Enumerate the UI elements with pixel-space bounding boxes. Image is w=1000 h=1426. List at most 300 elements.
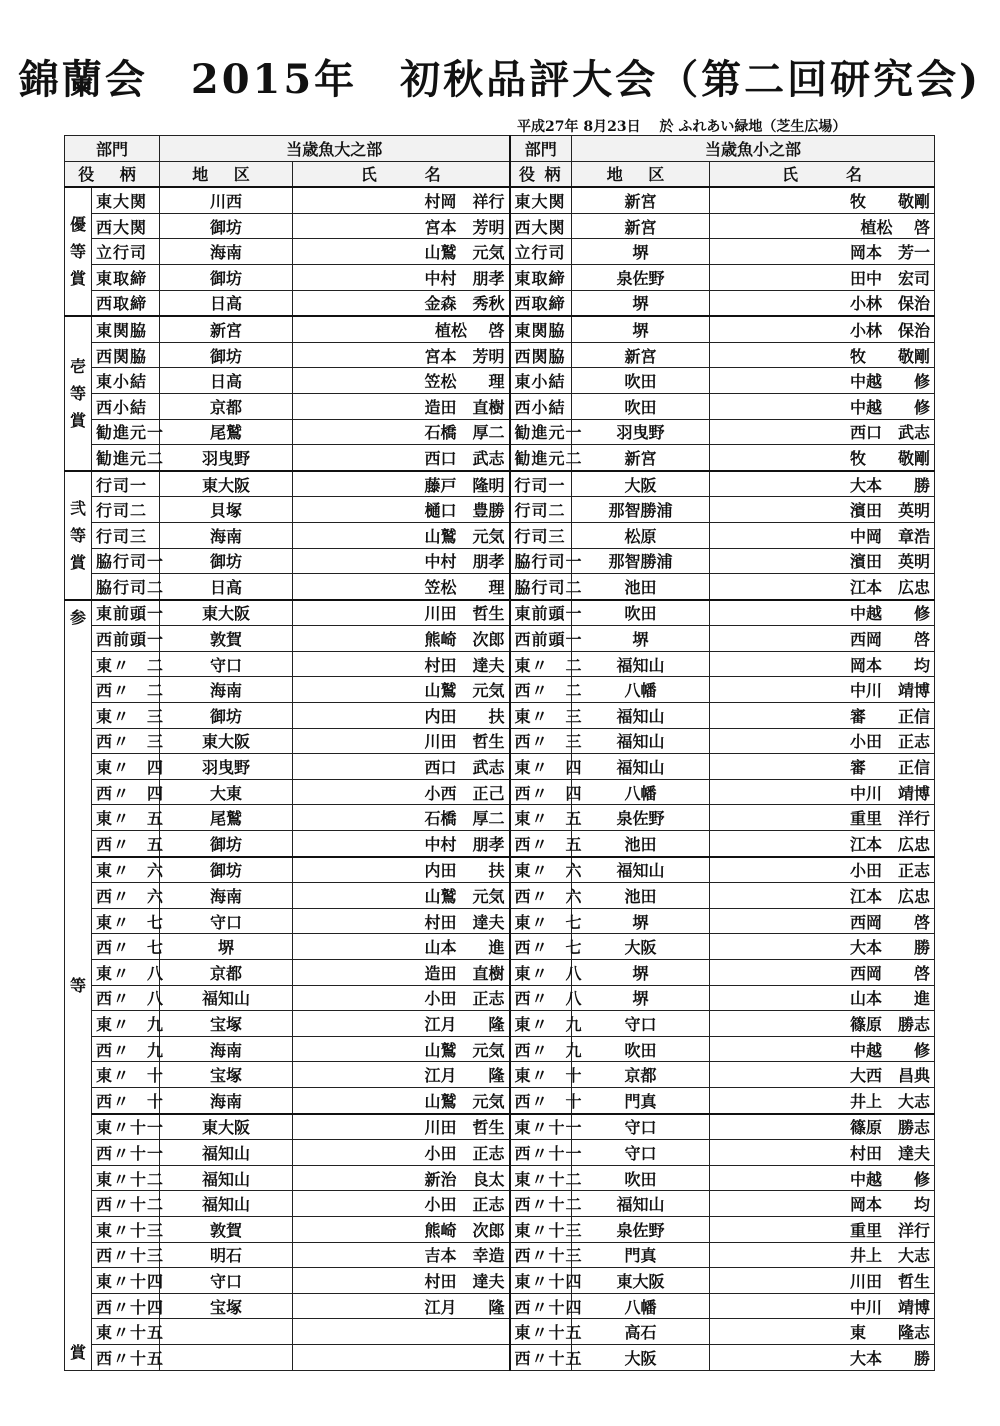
name-cell: 山鷲 元気: [293, 883, 510, 909]
name-cell: 熊崎 次郎: [293, 1216, 510, 1242]
table-row: [65, 213, 935, 239]
name-cell: 小田 正志: [293, 985, 510, 1011]
name-cell-right: 審 正信: [710, 703, 935, 729]
name-cell: 村田 達夫: [293, 651, 510, 677]
district-cell: 守口: [160, 1268, 293, 1294]
name-cell-right: 大西 昌典: [710, 1062, 935, 1088]
district-cell: 東大阪: [160, 1114, 293, 1140]
district-cell-right: 泉佐野: [572, 1216, 710, 1242]
role-cell-right: 東関脇: [510, 316, 572, 342]
role-cell: 東〃十一: [92, 1114, 160, 1140]
role-cell-right: 西〃十五: [510, 1344, 572, 1370]
name-cell-right: 江本 広忠: [710, 574, 935, 600]
district-cell: 宝塚: [160, 1062, 293, 1088]
dept-header-right: 部門: [510, 136, 572, 162]
district-header-right: 地 区: [572, 161, 710, 187]
name-cell: 石橋 厚二: [293, 805, 510, 831]
name-cell-right: 村田 達夫: [710, 1140, 935, 1166]
role-cell: 西関脇: [92, 342, 160, 368]
district-cell: 堺: [160, 934, 293, 960]
name-cell-right: 小田 正志: [710, 728, 935, 754]
role-cell: 脇行司一: [92, 548, 160, 574]
name-cell-right: 江本 広忠: [710, 831, 935, 857]
district-cell: 日高: [160, 368, 293, 394]
role-cell-right: 西取締: [510, 290, 572, 316]
district-cell: 羽曳野: [160, 445, 293, 471]
name-cell: 内田 扶: [293, 703, 510, 729]
district-cell-right: 守口: [572, 1140, 710, 1166]
table-row: [65, 264, 935, 290]
district-cell-right: 吹田: [572, 1036, 710, 1062]
role-cell: 西小結: [92, 393, 160, 419]
role-cell: 脇行司二: [92, 574, 160, 600]
district-cell: 東大阪: [160, 471, 293, 497]
right-section-header: 当歳魚小之部: [572, 136, 935, 162]
role-cell: 東〃 二: [92, 651, 160, 677]
district-cell: 東大阪: [160, 728, 293, 754]
name-cell: 宮本 芳明: [293, 342, 510, 368]
district-cell-right: 大阪: [572, 471, 710, 497]
name-cell-right: 西岡 啓: [710, 960, 935, 986]
district-cell-right: 堺: [572, 985, 710, 1011]
table-row: [65, 600, 935, 626]
name-cell-right: 大本 勝: [710, 1344, 935, 1370]
role-cell: 東〃 八: [92, 960, 160, 986]
role-cell-right: 脇行司一: [510, 548, 572, 574]
left-section-header: 当歳魚大之部: [160, 136, 510, 162]
district-cell-right: 福知山: [572, 651, 710, 677]
table-row: [65, 1062, 935, 1088]
table-row: [65, 1011, 935, 1037]
table-row: [65, 393, 935, 419]
name-cell-right: 中越 修: [710, 393, 935, 419]
district-cell: 京都: [160, 960, 293, 986]
role-cell-right: 西〃 三: [510, 728, 572, 754]
table-row: [65, 1344, 935, 1370]
role-cell: 西〃十二: [92, 1191, 160, 1217]
role-cell: 東〃十五: [92, 1319, 160, 1345]
role-cell: 東〃十四: [92, 1268, 160, 1294]
name-cell-right: 大本 勝: [710, 471, 935, 497]
table-row: [65, 883, 935, 909]
role-cell-right: 東〃十四: [510, 1268, 572, 1294]
district-header: 地 区: [160, 161, 293, 187]
division-label: 弐 等 賞: [65, 471, 92, 600]
table-row: [65, 419, 935, 445]
role-cell: 西〃 七: [92, 934, 160, 960]
name-cell-right: 江本 広忠: [710, 883, 935, 909]
name-cell-right: 小林 保治: [710, 290, 935, 316]
name-cell-right: 植松 啓: [710, 213, 935, 239]
role-cell: 行司三: [92, 522, 160, 548]
name-header: 氏 名: [293, 161, 510, 187]
role-cell: 行司二: [92, 497, 160, 523]
district-cell: [160, 1319, 293, 1345]
role-cell: 西〃 八: [92, 985, 160, 1011]
role-cell-right: 東〃 七: [510, 908, 572, 934]
page-title: 錦蘭会 2015年 初秋品評大会（第二回研究会): [18, 56, 982, 103]
role-cell: 西〃十三: [92, 1242, 160, 1268]
district-cell-right: 池田: [572, 883, 710, 909]
name-cell-right: 重里 洋行: [710, 805, 935, 831]
table-row: [65, 1319, 935, 1345]
district-cell: [160, 1344, 293, 1370]
table-row: [65, 445, 935, 471]
table-row: [65, 187, 935, 213]
name-cell-right: 山本 進: [710, 985, 935, 1011]
role-cell-right: 立行司: [510, 239, 572, 265]
role-cell-right: 東〃十五: [510, 1319, 572, 1345]
table-row: [65, 1036, 935, 1062]
name-cell: 山鷲 元気: [293, 1087, 510, 1113]
name-cell: 笠松 理: [293, 574, 510, 600]
role-cell-right: 脇行司二: [510, 574, 572, 600]
name-cell-right: 川田 哲生: [710, 1268, 935, 1294]
role-cell-right: 東〃 四: [510, 754, 572, 780]
name-cell-right: 審 正信: [710, 754, 935, 780]
role-cell-right: 東〃 十: [510, 1062, 572, 1088]
role-cell-right: 東〃 六: [510, 857, 572, 883]
name-cell: [293, 1319, 510, 1345]
name-cell-right: 重里 洋行: [710, 1216, 935, 1242]
name-cell: 小田 正志: [293, 1191, 510, 1217]
district-cell: 福知山: [160, 1191, 293, 1217]
name-cell: 山本 進: [293, 934, 510, 960]
district-cell-right: 吹田: [572, 368, 710, 394]
role-cell: 西〃十五: [92, 1344, 160, 1370]
role-cell: 勧進元一: [92, 419, 160, 445]
role-cell-right: 東〃 九: [510, 1011, 572, 1037]
table-row: [65, 677, 935, 703]
table-row: [65, 703, 935, 729]
name-cell-right: 西岡 啓: [710, 626, 935, 652]
table-row: [65, 754, 935, 780]
district-cell: 御坊: [160, 342, 293, 368]
name-cell: 吉本 幸造: [293, 1242, 510, 1268]
name-cell: 村田 達夫: [293, 1268, 510, 1294]
name-cell-right: 中越 修: [710, 1036, 935, 1062]
name-cell-right: 牧 敬剛: [710, 445, 935, 471]
role-cell: 西取締: [92, 290, 160, 316]
name-cell: 新治 良太: [293, 1165, 510, 1191]
name-cell: 中村 朋孝: [293, 264, 510, 290]
table-row: [65, 908, 935, 934]
district-cell: 羽曳野: [160, 754, 293, 780]
name-cell-right: 東 隆志: [710, 1319, 935, 1345]
district-cell: 海南: [160, 522, 293, 548]
district-cell: 御坊: [160, 857, 293, 883]
name-cell-right: 大本 勝: [710, 934, 935, 960]
role-cell: 西〃 六: [92, 883, 160, 909]
district-cell: 新宮: [160, 316, 293, 342]
district-cell: 東大阪: [160, 600, 293, 626]
name-cell-right: 岡本 芳一: [710, 239, 935, 265]
district-cell: 守口: [160, 908, 293, 934]
role-cell: 西〃十四: [92, 1293, 160, 1319]
role-cell: 東〃 六: [92, 857, 160, 883]
district-cell: 海南: [160, 1036, 293, 1062]
role-cell-right: 東大関: [510, 187, 572, 213]
name-cell-right: 井上 大志: [710, 1087, 935, 1113]
role-cell: 東小結: [92, 368, 160, 394]
district-cell: 日高: [160, 290, 293, 316]
role-cell-right: 西関脇: [510, 342, 572, 368]
name-cell-right: 中川 靖博: [710, 677, 935, 703]
table-row: [65, 548, 935, 574]
district-cell-right: 堺: [572, 626, 710, 652]
name-cell-right: 岡本 均: [710, 1191, 935, 1217]
district-cell: 海南: [160, 1087, 293, 1113]
table-row: [65, 1293, 935, 1319]
role-cell-right: 東小結: [510, 368, 572, 394]
table-row: [65, 1087, 935, 1113]
role-cell: 東〃 五: [92, 805, 160, 831]
role-cell: 西〃十一: [92, 1140, 160, 1166]
name-cell: 藤戸 隆明: [293, 471, 510, 497]
district-cell: 日高: [160, 574, 293, 600]
role-cell: 東〃 九: [92, 1011, 160, 1037]
table-row: [65, 1114, 935, 1140]
name-cell: 造田 直樹: [293, 960, 510, 986]
role-cell-right: 行司三: [510, 522, 572, 548]
district-cell: 海南: [160, 239, 293, 265]
table-row: [65, 805, 935, 831]
district-cell-right: 門真: [572, 1242, 710, 1268]
role-cell: 西〃 五: [92, 831, 160, 857]
role-cell: 西大関: [92, 213, 160, 239]
district-cell: 御坊: [160, 703, 293, 729]
district-cell: 御坊: [160, 548, 293, 574]
table-row: [65, 239, 935, 265]
name-cell: 内田 扶: [293, 857, 510, 883]
event-date-venue: 平成27年 8月23日 於 ふれあい緑地（芝生広場）: [517, 119, 847, 135]
name-cell-right: 中川 靖博: [710, 1293, 935, 1319]
name-cell-right: 濱田 英明: [710, 548, 935, 574]
district-cell-right: 那智勝浦: [572, 497, 710, 523]
district-cell-right: 京都: [572, 1062, 710, 1088]
table-row: [65, 626, 935, 652]
name-cell: 西口 武志: [293, 754, 510, 780]
role-cell: 勧進元二: [92, 445, 160, 471]
name-cell-right: 牧 敬剛: [710, 187, 935, 213]
role-cell: 西〃 二: [92, 677, 160, 703]
name-cell-right: 西口 武志: [710, 419, 935, 445]
division-label: 参 等 賞: [65, 600, 92, 1370]
district-cell: 福知山: [160, 1140, 293, 1166]
role-cell-right: 東取締: [510, 264, 572, 290]
name-cell: 山鷲 元気: [293, 1036, 510, 1062]
role-cell: 立行司: [92, 239, 160, 265]
district-cell-right: 堺: [572, 908, 710, 934]
district-cell: 守口: [160, 651, 293, 677]
role-cell-right: 西〃十一: [510, 1140, 572, 1166]
role-cell-right: 西〃 八: [510, 985, 572, 1011]
role-cell-right: 西〃 十: [510, 1087, 572, 1113]
table-row: [65, 1268, 935, 1294]
district-cell-right: 東大阪: [572, 1268, 710, 1294]
role-cell: 行司一: [92, 471, 160, 497]
district-cell: 敦賀: [160, 1216, 293, 1242]
table-row: [65, 985, 935, 1011]
header-row-columns: [65, 161, 935, 187]
name-cell: 西口 武志: [293, 445, 510, 471]
name-cell-right: 中川 靖博: [710, 779, 935, 805]
district-cell-right: 福知山: [572, 728, 710, 754]
district-cell: 福知山: [160, 985, 293, 1011]
role-cell-right: 西小結: [510, 393, 572, 419]
name-cell: 村田 達夫: [293, 908, 510, 934]
district-cell: 宝塚: [160, 1011, 293, 1037]
table-row: [65, 960, 935, 986]
name-cell: 熊崎 次郎: [293, 626, 510, 652]
role-cell: 東〃 三: [92, 703, 160, 729]
role-cell-right: 西〃 二: [510, 677, 572, 703]
name-cell: 山鷲 元気: [293, 239, 510, 265]
name-cell: 江月 隆: [293, 1062, 510, 1088]
name-cell-right: 小田 正志: [710, 857, 935, 883]
district-cell-right: 守口: [572, 1114, 710, 1140]
name-cell: 小田 正志: [293, 1140, 510, 1166]
district-cell: 尾鷲: [160, 805, 293, 831]
district-cell: 貝塚: [160, 497, 293, 523]
name-cell: 川田 哲生: [293, 728, 510, 754]
district-cell: 京都: [160, 393, 293, 419]
district-cell: 敦賀: [160, 626, 293, 652]
role-cell-right: 東〃 二: [510, 651, 572, 677]
table-row: [65, 831, 935, 857]
table-row: [65, 651, 935, 677]
district-cell-right: 高石: [572, 1319, 710, 1345]
role-cell-right: 西大関: [510, 213, 572, 239]
name-cell: 川田 哲生: [293, 1114, 510, 1140]
role-cell-right: 西〃 七: [510, 934, 572, 960]
role-cell-right: 東〃十三: [510, 1216, 572, 1242]
name-cell-right: 西岡 啓: [710, 908, 935, 934]
district-cell: 尾鷲: [160, 419, 293, 445]
name-cell: 植松 啓: [293, 316, 510, 342]
district-cell-right: 福知山: [572, 857, 710, 883]
district-cell-right: 池田: [572, 831, 710, 857]
district-cell-right: 新宮: [572, 342, 710, 368]
role-cell: 東〃十二: [92, 1165, 160, 1191]
name-cell: 樋口 豊勝: [293, 497, 510, 523]
district-cell-right: 羽曳野: [572, 419, 710, 445]
name-cell-right: 篠原 勝志: [710, 1114, 935, 1140]
name-cell-right: 中岡 章浩: [710, 522, 935, 548]
role-cell-right: 東〃 三: [510, 703, 572, 729]
role-cell-right: 西〃 四: [510, 779, 572, 805]
role-cell-right: 東前頭一: [510, 600, 572, 626]
name-cell-right: 井上 大志: [710, 1242, 935, 1268]
name-cell: 村岡 祥行: [293, 187, 510, 213]
district-cell: 川西: [160, 187, 293, 213]
table-row: [65, 342, 935, 368]
district-cell-right: 吹田: [572, 393, 710, 419]
district-cell-right: 堺: [572, 316, 710, 342]
role-cell-right: 西〃 六: [510, 883, 572, 909]
district-cell-right: 堺: [572, 960, 710, 986]
name-cell: 小西 正己: [293, 779, 510, 805]
district-cell-right: 那智勝浦: [572, 548, 710, 574]
name-cell-right: 中越 修: [710, 368, 935, 394]
name-cell: 宮本 芳明: [293, 213, 510, 239]
role-header: 役 柄: [65, 161, 160, 187]
results-body: [65, 187, 935, 1370]
name-cell: [293, 1344, 510, 1370]
district-cell: 御坊: [160, 264, 293, 290]
table-row: [65, 779, 935, 805]
district-cell-right: 堺: [572, 239, 710, 265]
district-cell: 大東: [160, 779, 293, 805]
district-cell-right: 堺: [572, 290, 710, 316]
role-cell-right: 東〃十一: [510, 1114, 572, 1140]
table-row: [65, 728, 935, 754]
district-cell-right: 八幡: [572, 1293, 710, 1319]
name-cell: 中村 朋孝: [293, 831, 510, 857]
table-row: [65, 497, 935, 523]
table-row: [65, 1242, 935, 1268]
role-cell-right: 勧進元一: [510, 419, 572, 445]
district-cell: 御坊: [160, 213, 293, 239]
role-cell-right: 西〃十四: [510, 1293, 572, 1319]
district-cell-right: 八幡: [572, 677, 710, 703]
district-cell-right: 大阪: [572, 934, 710, 960]
table-row: [65, 1140, 935, 1166]
role-cell: 西前頭一: [92, 626, 160, 652]
role-cell: 東取締: [92, 264, 160, 290]
role-cell: 西〃 十: [92, 1087, 160, 1113]
division-label: 優 等 賞: [65, 187, 92, 316]
district-cell-right: 福知山: [572, 703, 710, 729]
role-cell-right: 西〃 九: [510, 1036, 572, 1062]
role-header-right: 役 柄: [510, 161, 572, 187]
table-row: [65, 290, 935, 316]
table-row: [65, 1216, 935, 1242]
district-cell: 福知山: [160, 1165, 293, 1191]
district-cell: 海南: [160, 883, 293, 909]
role-cell: 西〃 九: [92, 1036, 160, 1062]
table-row: [65, 1191, 935, 1217]
district-cell-right: 泉佐野: [572, 805, 710, 831]
role-cell-right: 西〃十二: [510, 1191, 572, 1217]
name-cell-right: 篠原 勝志: [710, 1011, 935, 1037]
district-cell-right: 八幡: [572, 779, 710, 805]
name-cell: 笠松 理: [293, 368, 510, 394]
table-row: [65, 316, 935, 342]
district-cell-right: 大阪: [572, 1344, 710, 1370]
district-cell-right: 福知山: [572, 754, 710, 780]
table-row: [65, 1165, 935, 1191]
district-cell: 宝塚: [160, 1293, 293, 1319]
role-cell-right: 勧進元二: [510, 445, 572, 471]
role-cell: 東前頭一: [92, 600, 160, 626]
name-cell-right: 田中 宏司: [710, 264, 935, 290]
role-cell-right: 西前頭一: [510, 626, 572, 652]
name-cell: 山鷲 元気: [293, 522, 510, 548]
district-cell-right: 福知山: [572, 1191, 710, 1217]
role-cell-right: 西〃十三: [510, 1242, 572, 1268]
name-cell-right: 小林 保治: [710, 316, 935, 342]
district-cell-right: 吹田: [572, 600, 710, 626]
name-cell-right: 牧 敬剛: [710, 342, 935, 368]
role-cell-right: 東〃十二: [510, 1165, 572, 1191]
role-cell-right: 行司一: [510, 471, 572, 497]
table-row: [65, 471, 935, 497]
district-cell-right: 門真: [572, 1087, 710, 1113]
table-row: [65, 857, 935, 883]
table-row: [65, 368, 935, 394]
division-label: 壱 等 賞: [65, 316, 92, 471]
